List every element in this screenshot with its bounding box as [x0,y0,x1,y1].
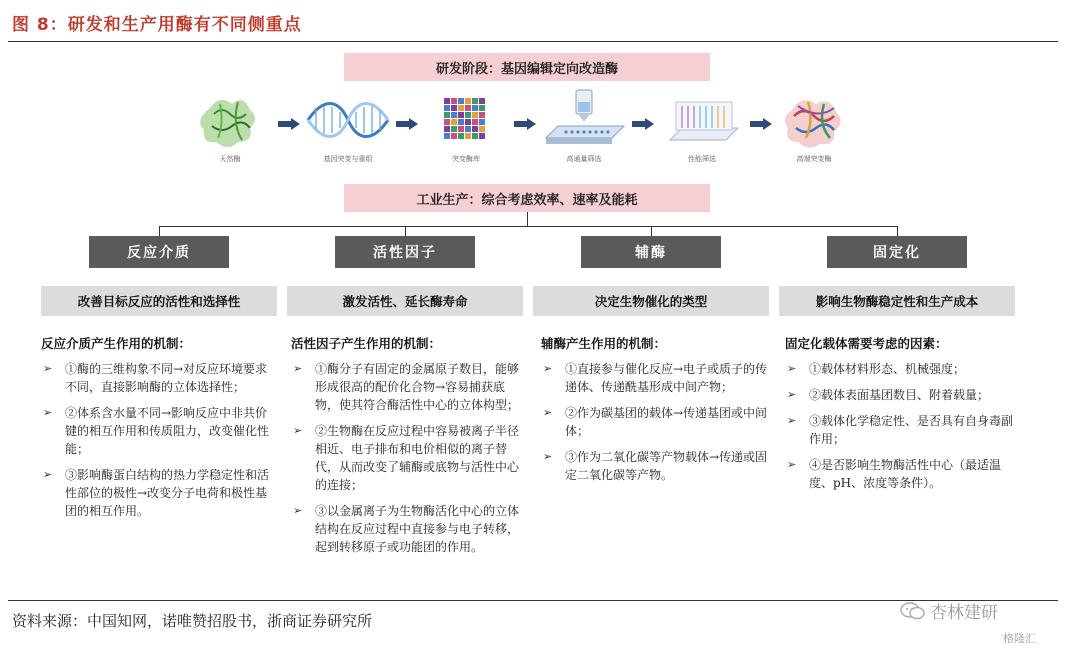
list-item: ➢ ④是否影响生物酶活性中心（最适温度、pH、浓度等条件）。 [787,458,1002,490]
mechanism-heading: 固定化载体需要考虑的因素： [785,336,948,351]
step-label: 高端突变酶 [796,155,832,163]
dna-helix-icon [298,88,398,154]
column-heading-reaction-medium: 反应介质 [89,236,229,268]
bullet-arrow-icon: ➢ [43,406,53,419]
step-label: 基因突变与重组 [323,155,373,163]
arrow-right-icon [278,118,300,130]
arrow-right-icon [514,118,536,130]
mutant-library-icon [416,88,516,154]
watermark-text: 杏林建研 [930,603,998,623]
bullet-arrow-icon: ➢ [787,414,797,427]
industrial-banner: 工业生产：综合考虑效率、速率及能耗 [344,184,710,212]
bullet-arrow-icon: ➢ [543,406,553,419]
list-item: ➢ ①直接参与催化反应→电子或质子的传递体、传递酰基形成中间产物； [543,362,768,394]
connector-bus [159,226,897,227]
bullet-arrow-icon: ➢ [543,362,553,375]
step-gene-mutation [298,88,398,168]
process-flow [180,88,860,168]
list-item: ➢ ①载体材料形态、机械强度； [787,362,966,376]
step-label: 突变酶库 [452,155,480,163]
protein-structure-icon [180,88,280,154]
connector-drop [159,226,160,236]
watermark-secondary: 格隆汇 [1003,632,1036,645]
arrow-right-icon [632,118,654,130]
list-item: ➢ ③载体化学稳定性、是否具有自身毒副作用； [787,414,1014,446]
bullet-arrow-icon: ➢ [293,362,303,375]
bullet-arrow-icon: ➢ [43,362,53,375]
bullet-arrow-icon: ➢ [293,504,303,517]
column-subtitle: 影响生物酶稳定性和生产成本 [779,286,1015,316]
mechanism-heading: 辅酶产生作用的机制： [541,336,667,351]
figure-title: 图 8：研发和生产用酶有不同侧重点 [12,15,302,35]
step-label: 高通量筛选 [566,155,602,163]
list-item: ➢ ②载体表面基团数目、附着载量； [787,388,990,402]
bullet-arrow-icon: ➢ [293,424,303,437]
list-item: ➢ ①酶的三维构象不同→对反应环境要求不同，直接影响酶的立体选择性； [43,362,268,394]
connector-drop [651,226,652,236]
list-item: ➢ ②作为碳基团的载体→传递基团或中间体； [543,406,768,438]
step-label: 性能筛选 [688,155,716,163]
step-performance-screening [652,88,752,168]
mechanism-heading: 活性因子产生作用的机制： [291,336,442,351]
connector-drop [897,226,898,236]
source-note: 资料来源：中国知网，诺唯赞招股书，浙商证券研究所 [12,612,373,630]
bullet-arrow-icon: ➢ [787,458,797,471]
column-heading-active-factor: 活性因子 [335,236,475,268]
watermark-wechat [900,598,998,623]
step-high-throughput-screening [534,88,634,168]
mechanism-heading: 反应介质产生作用的机制： [41,336,192,351]
bullet-arrow-icon: ➢ [543,450,553,463]
list-item: ➢ ②体系含水量不同→影响反应中非共价键的相互作用和传质阻力，改变催化性能； [43,406,270,456]
column-coenzyme [541,334,773,492]
connector-drop [405,226,406,236]
step-mutant-library [416,88,516,168]
high-throughput-screening-icon [534,88,634,154]
list-item: ➢ ②生物酶在反应过程中容易被离子半径相近、电子排布和电价相似的离子替代，从而改变了辅酶或底物与活性中心的连接； [293,424,520,492]
wechat-icon [900,601,926,621]
list-item: ➢ ③作为二氧化碳等产物载体→传递或固定二氧化碳等产物。 [543,450,768,482]
step-engineered-enzyme [764,88,864,168]
bullet-arrow-icon: ➢ [787,362,797,375]
step-label: 天然酶 [219,155,241,163]
top-rule [8,41,1058,42]
list-item: ➢ ③影响酶蛋白结构的热力学稳定性和活性部位的极性→改变分子电荷和极性基团的相互作用。 [43,468,270,518]
rd-stage-banner: 研发阶段：基因编辑定向改造酶 [344,53,710,81]
column-reaction-medium [41,334,273,528]
performance-screening-icon [652,88,752,154]
step-native-enzyme [180,88,280,168]
column-active-factor [291,334,523,564]
column-subtitle: 激发活性、延长酶寿命 [287,286,523,316]
list-item: ➢ ①酶分子有固定的金属原子数目，能够形成很高的配价化合物→容易捕获底物，使其符合酶活性中心的立体构型； [293,362,520,412]
engineered-enzyme-icon [764,88,864,154]
column-subtitle: 决定生物催化的类型 [533,286,769,316]
column-subtitle: 改善目标反应的活性和选择性 [41,286,277,316]
arrow-right-icon [396,118,418,130]
list-item: ➢ ③以金属离子为生物酶活化中心的立体结构在反应过程中直接参与电子转移，起到转移原子或功能团的作用。 [293,504,520,554]
column-heading-immobilization: 固定化 [827,236,967,268]
bullet-arrow-icon: ➢ [787,388,797,401]
column-immobilization [785,334,1017,500]
bullet-arrow-icon: ➢ [43,468,53,481]
connector-trunk [527,212,528,226]
column-heading-coenzyme: 辅酶 [581,236,721,268]
